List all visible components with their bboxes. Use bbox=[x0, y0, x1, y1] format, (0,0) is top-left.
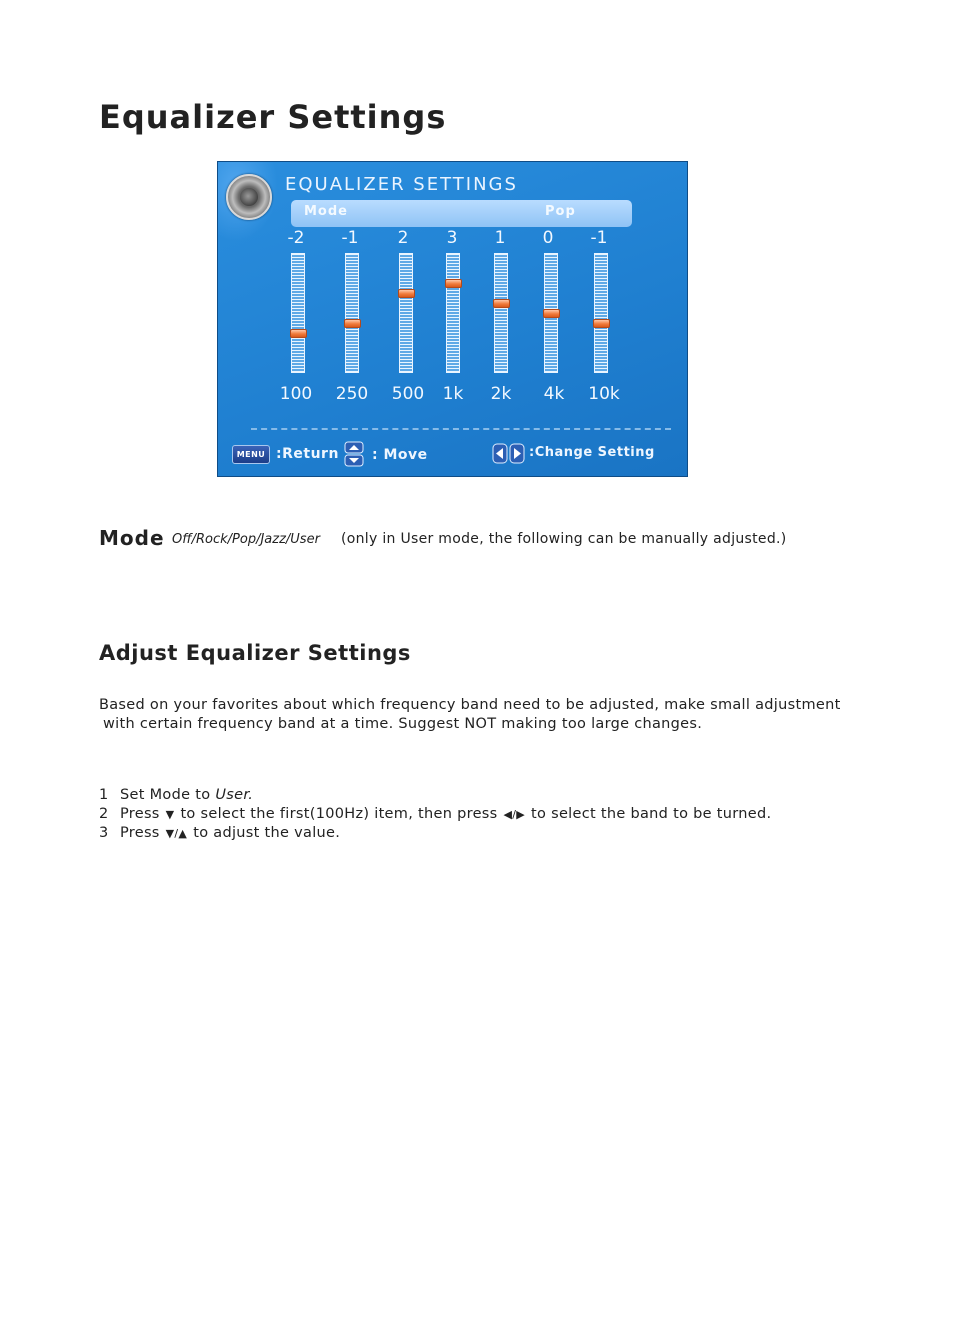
down-up-arrow-icon: ▼/▲ bbox=[165, 827, 188, 840]
step-item bbox=[99, 806, 771, 822]
paragraph-line: with certain frequency band at a time. Suggest NOT making too large changes. bbox=[103, 716, 703, 732]
band-frequency: 250 bbox=[335, 384, 369, 404]
band-value: -1 bbox=[341, 228, 359, 248]
band-value: 1 bbox=[494, 228, 506, 248]
down-arrow-icon: ▼ bbox=[165, 808, 175, 821]
band-slider-thumb[interactable] bbox=[493, 299, 510, 308]
mode-value: Pop bbox=[545, 204, 576, 219]
band-slider-track[interactable] bbox=[291, 253, 305, 373]
band-value: 0 bbox=[542, 228, 554, 248]
left-right-arrow-icon: ◀/▶ bbox=[503, 808, 526, 821]
step-item bbox=[99, 787, 253, 803]
adjust-heading: Adjust Equalizer Settings bbox=[99, 641, 411, 665]
return-hint: :Return bbox=[276, 446, 339, 462]
change-setting-hint: :Change Setting bbox=[529, 445, 655, 460]
step-text: to select the first(100Hz) item, then press bbox=[180, 806, 498, 822]
band-slider-thumb[interactable] bbox=[445, 279, 462, 288]
step-text: Press bbox=[120, 825, 160, 841]
band-slider-thumb[interactable] bbox=[290, 329, 307, 338]
band-frequency: 500 bbox=[391, 384, 425, 404]
step-number: 2 bbox=[99, 806, 109, 822]
band-value: -1 bbox=[590, 228, 608, 248]
mode-heading: Mode bbox=[99, 526, 165, 550]
band-slider-track[interactable] bbox=[494, 253, 508, 373]
step-text: Set Mode to bbox=[120, 787, 211, 803]
step-item bbox=[99, 825, 340, 841]
step-number: 3 bbox=[99, 825, 109, 841]
band-slider-thumb[interactable] bbox=[398, 289, 415, 298]
band-slider-track[interactable] bbox=[345, 253, 359, 373]
mode-options: Off/Rock/Pop/Jazz/User bbox=[172, 532, 320, 547]
step-emphasis: User. bbox=[215, 787, 254, 803]
band-slider-track[interactable] bbox=[446, 253, 460, 373]
page-title: Equalizer Settings bbox=[99, 98, 447, 136]
step-text: to adjust the value. bbox=[193, 825, 341, 841]
mode-note: (only in User mode, the following can be manually adjusted.) bbox=[341, 531, 787, 547]
paragraph-line: Based on your favorites about which frequency band need to be adjusted, make small adjustment bbox=[99, 697, 841, 713]
equalizer-osd-panel bbox=[217, 161, 688, 477]
band-slider-track[interactable] bbox=[594, 253, 608, 373]
band-slider-track[interactable] bbox=[399, 253, 413, 373]
band-frequency: 2k bbox=[490, 384, 512, 404]
band-value: 3 bbox=[446, 228, 458, 248]
mode-label: Mode bbox=[304, 204, 348, 219]
speaker-icon bbox=[226, 174, 272, 220]
band-value: -2 bbox=[287, 228, 305, 248]
osd-title: EQUALIZER SETTINGS bbox=[285, 174, 518, 195]
footer-divider bbox=[251, 428, 671, 430]
left-right-arrows-icon bbox=[492, 443, 525, 464]
band-slider-thumb[interactable] bbox=[593, 319, 610, 328]
move-hint: : Move bbox=[372, 447, 428, 463]
band-slider-thumb[interactable] bbox=[344, 319, 361, 328]
band-frequency: 4k bbox=[543, 384, 565, 404]
step-text: to select the band to be turned. bbox=[531, 806, 772, 822]
band-value: 2 bbox=[397, 228, 409, 248]
mode-row[interactable] bbox=[291, 200, 632, 227]
band-frequency: 10k bbox=[588, 384, 620, 404]
band-frequency: 1k bbox=[442, 384, 464, 404]
menu-key-icon: MENU bbox=[232, 445, 270, 464]
band-frequency: 100 bbox=[279, 384, 313, 404]
band-slider-thumb[interactable] bbox=[543, 309, 560, 318]
step-number: 1 bbox=[99, 787, 109, 803]
up-down-arrows-icon bbox=[344, 441, 364, 467]
step-text: Press bbox=[120, 806, 160, 822]
